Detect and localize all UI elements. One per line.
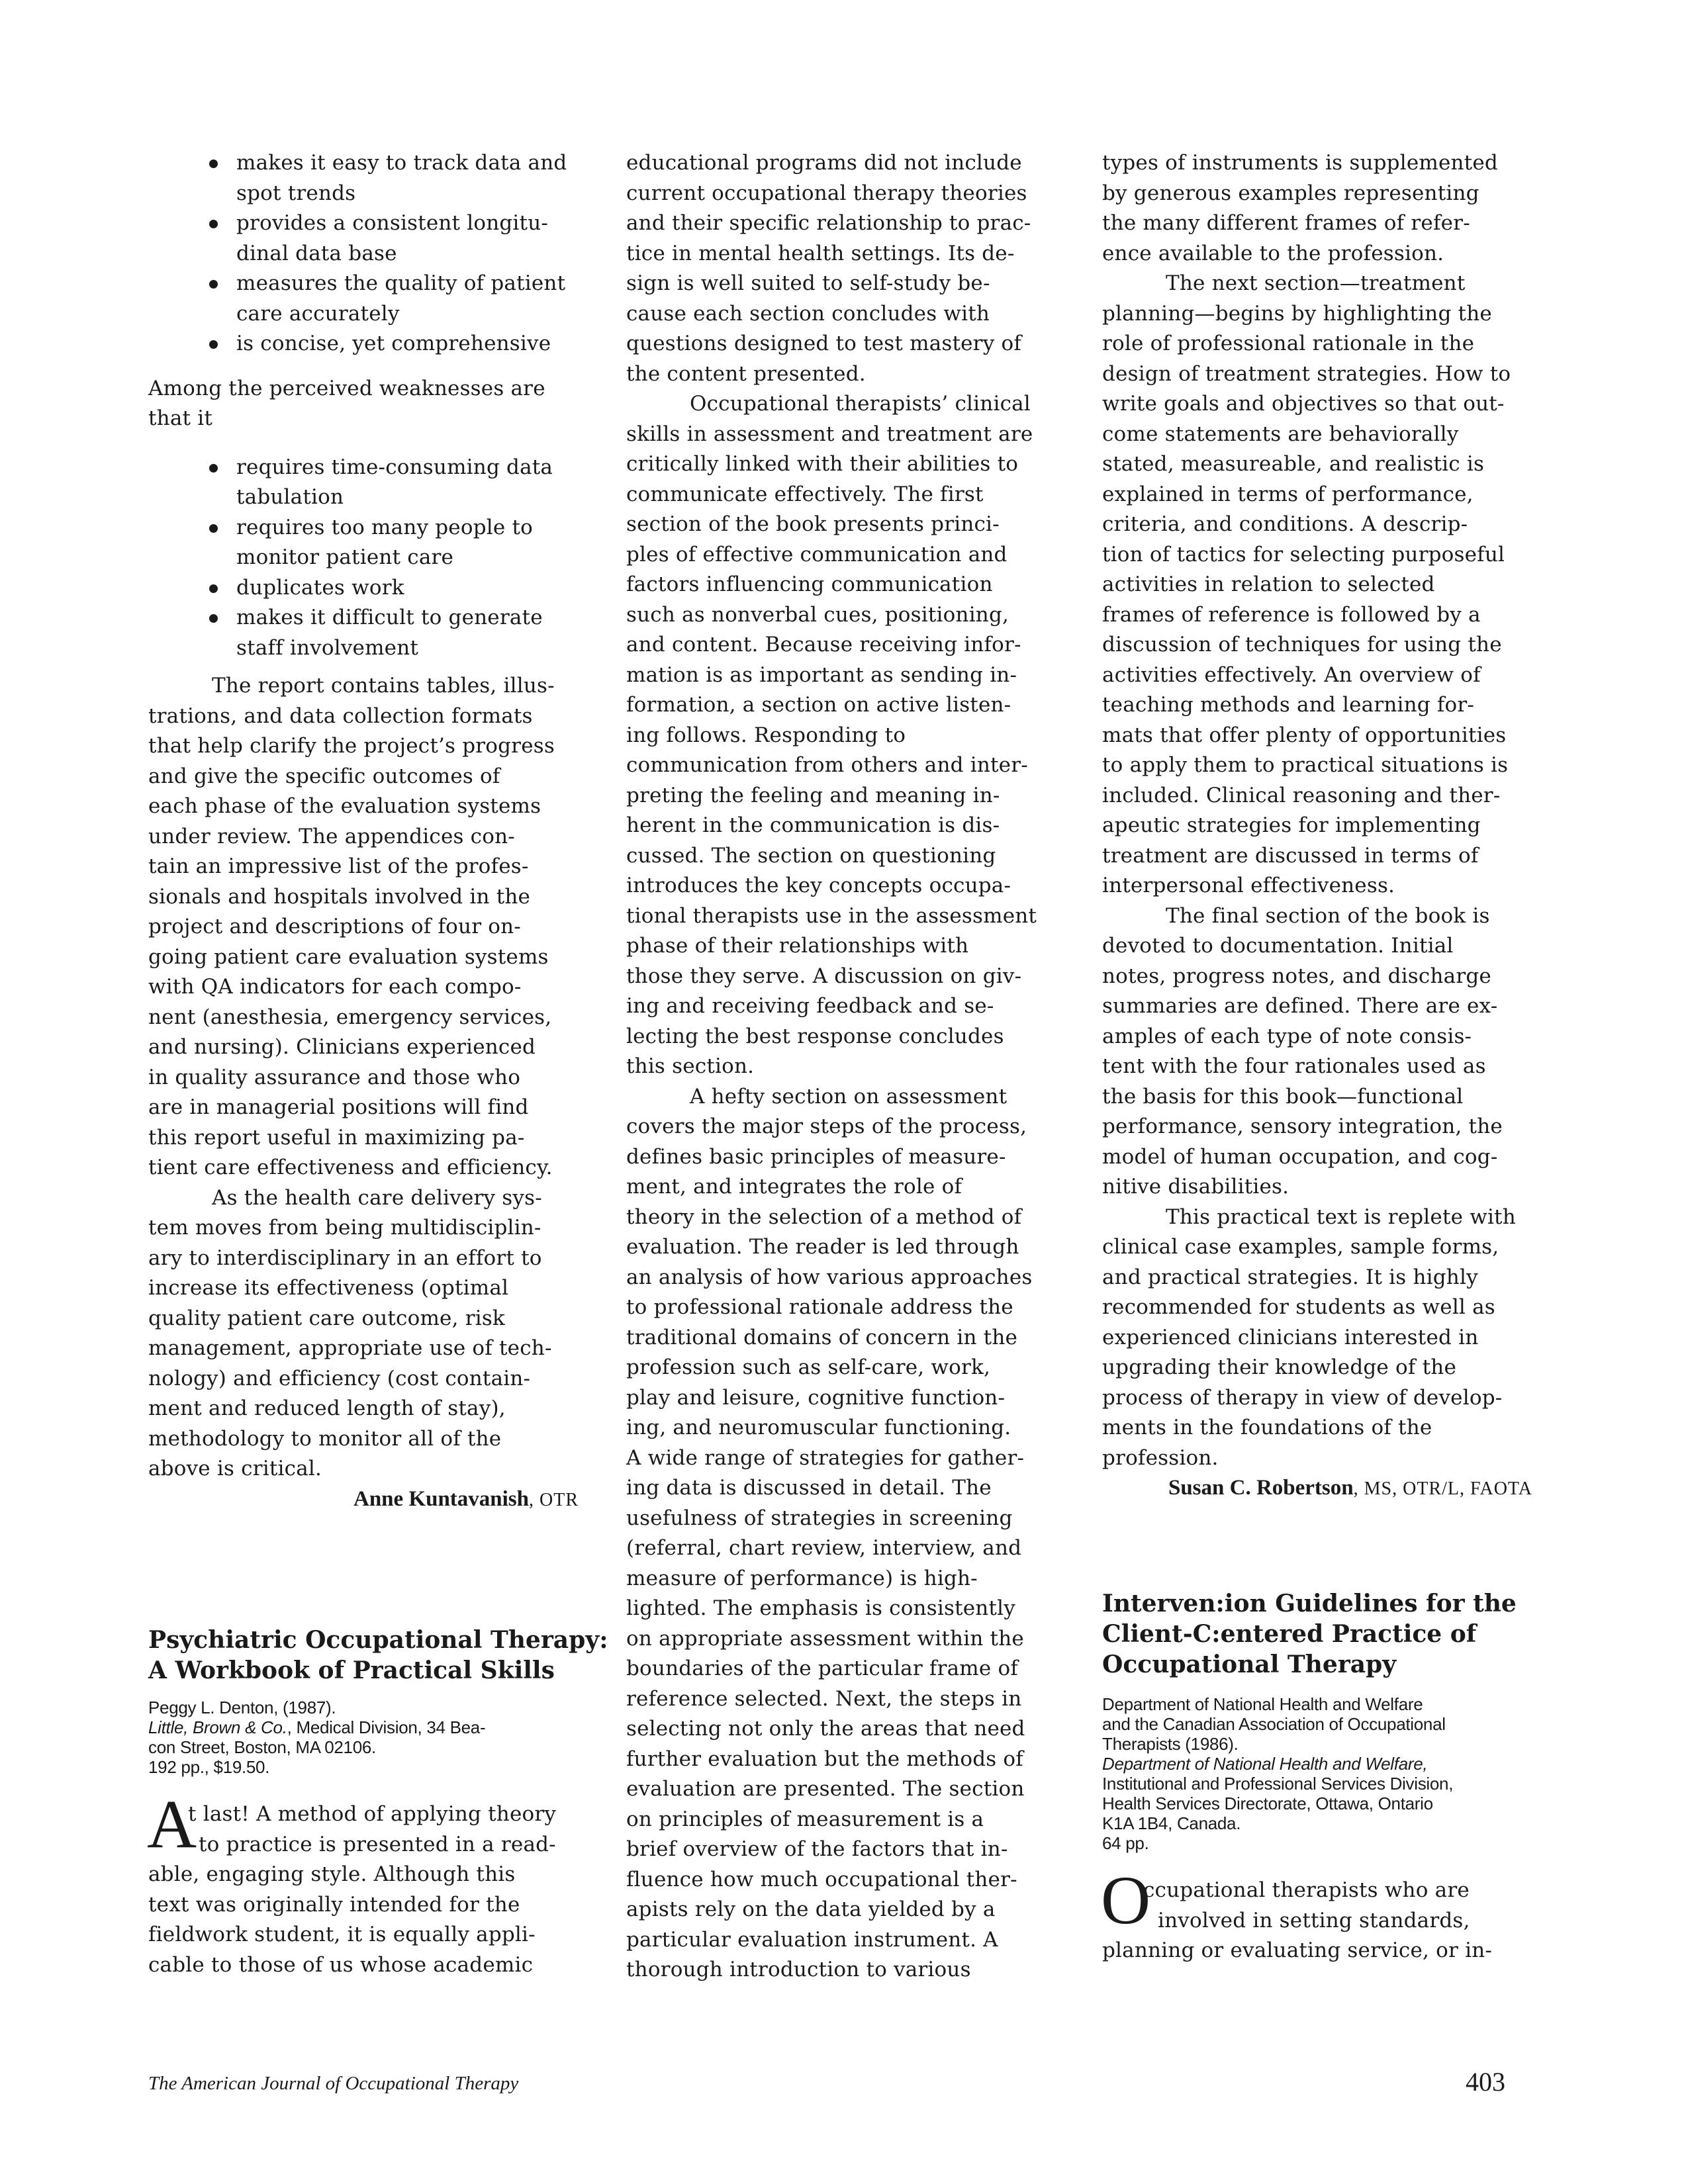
review-meta-line: Therapists (1986). (1102, 1734, 1239, 1754)
bullet-icon (209, 584, 218, 593)
bullet-icon (209, 340, 218, 349)
treatment-planning-paragraph-line: apeutic strategies for implementing (1102, 813, 1481, 837)
communication-paragraph-line: herent in the communication is dis- (626, 813, 1000, 837)
report-paragraph-line: and nursing). Clinicians experienced (148, 1035, 536, 1059)
review-body-line: ence available to the profession. (1102, 241, 1444, 265)
recommendation-paragraph-line: and practical strategies. It is highly (1102, 1265, 1478, 1289)
weakness-bullet-text: makes it difficult to generate (236, 606, 543, 629)
treatment-planning-paragraph-line: role of professional rationale in the (1102, 332, 1475, 355)
review-body-line: and their specific relationship to prac- (626, 211, 1031, 235)
assessment-paragraph-line: A wide range of strategies for gather- (626, 1445, 1025, 1470)
strength-bullet-text: provides a consistent longitu- (236, 211, 549, 235)
communication-paragraph-line: and content. Because receiving infor- (626, 633, 1021, 657)
reviewer-name: Susan C. Robertson (1168, 1476, 1354, 1500)
review-author-year: Peggy L. Denton, (1987). (148, 1698, 336, 1717)
health-care-paragraph-line: quality patient care outcome, risk (148, 1306, 505, 1330)
strength-bullet-text: dinal data base (236, 241, 397, 265)
documentation-paragraph-line: tent with the four rationales used as (1102, 1054, 1486, 1078)
review-body-line: current occupational therapy theories (626, 181, 1027, 205)
page-number: 403 (1466, 2067, 1505, 2097)
report-paragraph-line: The report contains tables, illus- (212, 674, 555, 698)
assessment-paragraph-line: particular evaluation instrument. A (626, 1927, 998, 1952)
dropcap-line: to practice is presented in a read- (199, 1832, 556, 1856)
communication-paragraph-line: communicate effectively. The first (626, 482, 984, 506)
strength-bullet-text: care accurately (236, 301, 400, 326)
health-care-paragraph-line: As the health care delivery sys- (212, 1185, 542, 1210)
assessment-paragraph-line: an analysis of how various approaches (626, 1265, 1033, 1289)
health-care-paragraph-line: increase its effectiveness (optimal (148, 1276, 509, 1300)
recommendation-paragraph-line: recommended for students as well as (1102, 1295, 1495, 1319)
report-paragraph-line: that help clarify the project’s progress (148, 734, 555, 758)
review-pages-price: 192 pp., $19.50. (148, 1757, 270, 1777)
review-meta-line: 64 pp. (1102, 1833, 1149, 1853)
dropcap-line: t last! A method of applying theory (188, 1802, 557, 1826)
health-care-paragraph-line: nology) and efficiency (cost contain- (148, 1366, 531, 1390)
recommendation-paragraph-line: process of therapy in view of develop- (1102, 1385, 1503, 1410)
review-title-line: A Workbook of Practical Skills (148, 1657, 555, 1684)
review-body-line: sign is well suited to self-study be- (626, 271, 990, 295)
review-body-line: types of instruments is supplemented (1102, 151, 1498, 175)
report-paragraph-line: nent (anesthesia, emergency services, (148, 1005, 552, 1029)
strength-bullet-text: measures the quality of patient (236, 271, 566, 295)
assessment-paragraph-line: lighted. The emphasis is consistently (626, 1596, 1015, 1620)
report-paragraph-line: this report useful in maximizing pa- (148, 1125, 525, 1150)
weakness-bullet-text: tabulation (236, 485, 344, 509)
treatment-planning-paragraph-line: stated, measureable, and realistic is (1102, 452, 1485, 476)
assessment-paragraph-line: measure of performance) is high- (626, 1566, 978, 1590)
health-care-paragraph-line: methodology to monitor all of the (148, 1426, 502, 1451)
assessment-paragraph-line: traditional domains of concern in the (626, 1325, 1018, 1349)
documentation-paragraph-line: summaries are defined. There are ex- (1102, 994, 1498, 1018)
communication-paragraph-line: Occupational therapists’ clinical (690, 392, 1031, 416)
treatment-planning-paragraph-line: explained in terms of performance, (1102, 482, 1474, 506)
communication-paragraph-line: this section. (626, 1054, 755, 1078)
dropcap-line: ccupational therapists who are (1143, 1878, 1470, 1902)
recommendation-paragraph-line: clinical case examples, sample forms, (1102, 1235, 1499, 1259)
assessment-paragraph-line: (referral, chart review, interview, and (626, 1536, 1022, 1560)
review-body-line: questions designed to test mastery of (626, 332, 1022, 355)
reviewer-credentials: , OTR (529, 1489, 579, 1510)
assessment-paragraph-line: apists rely on the data yielded by a (626, 1897, 996, 1921)
review-body-line: the many different frames of refer- (1102, 211, 1470, 235)
communication-paragraph-line: ples of effective communication and (626, 542, 1008, 567)
assessment-paragraph-line: ment, and integrates the role of (626, 1175, 962, 1199)
publisher-name: Department of National Health and Welfare, (1102, 1754, 1428, 1774)
strength-bullet-text: spot trends (236, 181, 356, 205)
assessment-paragraph-line: on principles of measurement is a (626, 1807, 984, 1831)
review-title-line: Interven:ion Guidelines for the (1102, 1590, 1517, 1617)
review-body-line: educational programs did not include (626, 151, 1022, 175)
communication-paragraph-line: mation is as important as sending in- (626, 662, 1017, 687)
communication-paragraph-line: those they serve. A discussion on giv- (626, 964, 1022, 988)
assessment-paragraph-line: to professional rationale address the (626, 1295, 1013, 1319)
assessment-paragraph-line: theory in the selection of a method of (626, 1205, 1022, 1229)
documentation-paragraph-line: the basis for this book—functional (1102, 1084, 1464, 1109)
treatment-planning-paragraph-line: The next section—treatment (1166, 271, 1466, 295)
drop-cap-letter: A (147, 1786, 197, 1862)
communication-paragraph-line: preting the feeling and meaning in- (626, 783, 1000, 807)
health-care-paragraph-line: above is critical. (148, 1457, 322, 1480)
communication-paragraph-line: tional therapists use in the assessment (626, 903, 1037, 928)
review-body-line: tice in mental health settings. Its de- (626, 241, 1015, 265)
treatment-planning-paragraph-line: teaching methods and learning for- (1102, 693, 1475, 717)
report-paragraph-line: project and descriptions of four on- (148, 915, 521, 938)
documentation-paragraph-line: model of human occupation, and cog- (1102, 1144, 1498, 1169)
assessment-paragraph-line: profession such as self-care, work, (626, 1355, 991, 1379)
report-paragraph-line: each phase of the evaluation systems (148, 794, 541, 818)
assessment-paragraph-line: evaluation. The reader is led through (626, 1235, 1019, 1259)
report-paragraph-line: tient care effectiveness and efficiency. (148, 1156, 553, 1179)
weakness-bullet-text: duplicates work (236, 575, 404, 600)
communication-paragraph-line: lecting the best response concludes (626, 1024, 1004, 1048)
assessment-paragraph-line: boundaries of the particular frame of (626, 1657, 1019, 1680)
communication-paragraph-line: phase of their relationships with (626, 934, 969, 958)
report-paragraph-line: with QA indicators for each compo- (148, 975, 522, 999)
weakness-bullet-text: requires time-consuming data (236, 455, 553, 479)
health-care-paragraph-line: ary to interdisciplinary in an effort to (148, 1246, 542, 1270)
report-paragraph-line: tain an impressive list of the profes- (148, 854, 529, 878)
weakness-bullet-text: monitor patient care (236, 545, 454, 569)
weakness-intro-line: Among the perceived weaknesses are (148, 376, 545, 400)
communication-paragraph-line: section of the book presents princi- (626, 512, 1000, 536)
communication-paragraph-line: skills in assessment and treatment are (626, 422, 1033, 446)
communication-paragraph-line: communication from others and inter- (626, 753, 1028, 777)
treatment-planning-paragraph-line: criteria, and conditions. A descrip- (1102, 512, 1468, 536)
bullet-icon (209, 464, 218, 473)
weakness-bullet-text: staff involvement (236, 635, 419, 660)
assessment-paragraph-line: ing data is discussed in detail. The (626, 1476, 992, 1500)
weakness-intro-line: that it (148, 406, 212, 430)
health-care-paragraph-line: tem moves from being multidisciplin- (148, 1216, 541, 1240)
report-paragraph-line: trations, and data collection formats (148, 704, 533, 728)
assessment-paragraph-line: defines basic principles of measure- (626, 1144, 1006, 1169)
review-meta-line: Health Services Directorate, Ottawa, Ontario (1102, 1794, 1433, 1813)
review-body-line: cause each section concludes with (626, 301, 990, 326)
treatment-planning-paragraph-line: planning—begins by highlighting the (1102, 301, 1492, 326)
strength-bullet-text: is concise, yet comprehensive (236, 332, 551, 355)
bullet-icon (209, 614, 218, 623)
documentation-paragraph-line: The final section of the book is (1166, 903, 1490, 928)
report-paragraph-line: sionals and hospitals involved in the (148, 884, 531, 909)
treatment-planning-paragraph-line: to apply them to practical situations is (1102, 753, 1509, 777)
review-meta-line: Department of National Health and Welfare (1102, 1694, 1423, 1714)
communication-paragraph-line: ing follows. Responding to (626, 723, 906, 747)
recommendation-paragraph-line: profession. (1102, 1445, 1219, 1470)
dropcap-line: involved in setting standards, (1158, 1908, 1470, 1933)
documentation-paragraph-line: notes, progress notes, and discharge (1102, 964, 1491, 988)
review-body-line: planning or evaluating service, or in- (1102, 1938, 1493, 1962)
treatment-planning-paragraph-line: included. Clinical reasoning and ther- (1102, 783, 1501, 807)
assessment-paragraph-line: on appropriate assessment within the (626, 1626, 1024, 1651)
review-body-line: able, engaging style. Although this (148, 1862, 516, 1886)
signature-robertson (1168, 1473, 1532, 1504)
review-address-line: con Street, Boston, MA 02106. (148, 1737, 376, 1757)
health-care-paragraph-line: ment and reduced length of stay), (148, 1396, 506, 1420)
communication-paragraph-line: critically linked with their abilities to (626, 452, 1019, 476)
strength-bullet-text: makes it easy to track data and (236, 151, 567, 175)
assessment-paragraph-line: evaluation are presented. The section (626, 1777, 1025, 1801)
treatment-planning-paragraph-line: activities effectively. An overview of (1102, 662, 1481, 687)
weakness-bullet-text: requires too many people to (236, 515, 533, 539)
treatment-planning-paragraph-line: come statements are behaviorally (1102, 422, 1459, 446)
documentation-paragraph-line: devoted to documentation. Initial (1102, 934, 1454, 958)
treatment-planning-paragraph-line: activities in relation to selected (1102, 572, 1435, 596)
bullet-icon (209, 524, 218, 533)
assessment-paragraph-line: reference selected. Next, the steps in (626, 1686, 1022, 1711)
publisher-name: Little, Brown & Co. (148, 1717, 287, 1737)
recommendation-paragraph-line: ments in the foundations of the (1102, 1416, 1432, 1439)
recommendation-paragraph-line: experienced clinicians interested in (1102, 1325, 1479, 1349)
review-body-line: fieldwork student, it is equally appli- (148, 1923, 536, 1946)
treatment-planning-paragraph-line: frames of reference is followed by a (1102, 602, 1481, 627)
reviewer-name: Anne Kuntavanish (353, 1486, 529, 1511)
treatment-planning-paragraph-line: write goals and objectives so that out- (1102, 392, 1505, 416)
drop-cap-letter: O (1101, 1862, 1151, 1938)
review-body-line: the content presented. (626, 361, 866, 386)
assessment-paragraph-line: usefulness of strategies in screening (626, 1506, 1013, 1530)
assessment-paragraph-line: thorough introduction to various (626, 1958, 971, 1981)
report-paragraph-line: in quality assurance and those who (148, 1065, 521, 1089)
report-paragraph-line: are in managerial positions will find (148, 1095, 529, 1119)
report-paragraph-line: under review. The appendices con- (148, 824, 515, 848)
recommendation-paragraph-line: upgrading their knowledge of the (1102, 1355, 1456, 1379)
assessment-paragraph-line: A hefty section on assessment (690, 1084, 1008, 1109)
health-care-paragraph-line: management, appropriate use of tech- (148, 1336, 552, 1360)
publisher-address: , Medical Division, 34 Bea- (287, 1717, 486, 1737)
assessment-paragraph-line: play and leisure, cognitive function- (626, 1385, 1006, 1410)
assessment-paragraph-line: brief overview of the factors that in- (626, 1837, 1008, 1861)
review-title-line: Client-C:entered Practice of (1102, 1620, 1477, 1648)
treatment-planning-paragraph-line: discussion of techniques for using the (1102, 633, 1502, 657)
review-publisher-line (148, 1717, 485, 1737)
treatment-planning-paragraph-line: design of treatment strategies. How to (1102, 361, 1511, 386)
review-meta-line: Institutional and Professional Services Division, (1102, 1774, 1454, 1794)
review-body-line: cable to those of us whose academic (148, 1952, 534, 1977)
review-meta-line: and the Canadian Association of Occupational (1102, 1714, 1446, 1734)
assessment-paragraph-line: covers the major steps of the process, (626, 1115, 1027, 1138)
review-body-line: by generous examples representing (1102, 181, 1479, 205)
documentation-paragraph-line: performance, sensory integration, the (1102, 1115, 1503, 1138)
communication-paragraph-line: factors influencing communication (626, 572, 993, 596)
communication-paragraph-line: cussed. The section on questioning (626, 843, 996, 868)
documentation-paragraph-line: nitive disabilities. (1102, 1175, 1289, 1199)
report-paragraph-line: going patient care evaluation systems (148, 944, 549, 969)
communication-paragraph-line: ing and receiving feedback and se- (626, 994, 994, 1018)
review-title-line: Psychiatric Occupational Therapy: (148, 1626, 608, 1654)
report-paragraph-line: and give the specific outcomes of (148, 764, 500, 788)
communication-paragraph-line: introduces the key concepts occupa- (626, 874, 1011, 897)
recommendation-paragraph-line: This practical text is replete with (1166, 1205, 1516, 1229)
bullet-icon (209, 159, 218, 168)
communication-paragraph-line: formation, a section on active listen- (626, 693, 1011, 717)
bullet-icon (209, 280, 218, 289)
bullet-icon (209, 220, 218, 228)
review-meta-line: K1A 1B4, Canada. (1102, 1813, 1241, 1833)
review-body-line: text was originally intended for the (148, 1892, 520, 1917)
treatment-planning-paragraph-line: interpersonal effectiveness. (1102, 874, 1395, 897)
treatment-planning-paragraph-line: treatment are discussed in terms of (1102, 843, 1479, 868)
assessment-paragraph-line: ing, and neuromuscular functioning. (626, 1416, 1011, 1439)
review-publisher-line (1102, 1754, 1427, 1774)
assessment-paragraph-line: further evaluation but the methods of (626, 1747, 1023, 1771)
documentation-paragraph-line: amples of each type of note consis- (1102, 1024, 1472, 1048)
treatment-planning-paragraph-line: mats that offer plenty of opportunities (1102, 723, 1507, 747)
reviewer-credentials: , MS, OTR/L, FAOTA (1353, 1479, 1532, 1499)
assessment-paragraph-line: fluence how much occupational ther- (626, 1867, 1017, 1891)
running-footer-journal-title: The American Journal of Occupational Therapy (148, 2073, 519, 2094)
communication-paragraph-line: such as nonverbal cues, positioning, (626, 602, 1009, 627)
review-title-line: Occupational Therapy (1102, 1651, 1397, 1678)
treatment-planning-paragraph-line: tion of tactics for selecting purposeful (1102, 542, 1505, 567)
signature-kuntavanish (353, 1484, 579, 1515)
assessment-paragraph-line: selecting not only the areas that need (626, 1717, 1025, 1741)
